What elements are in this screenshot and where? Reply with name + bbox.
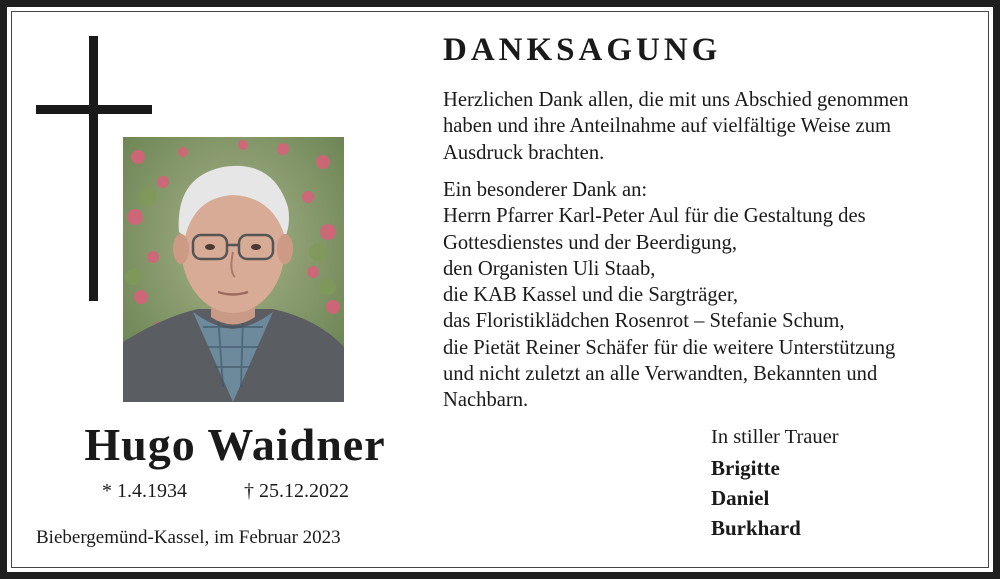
- thanks-line: Herzlichen Dank allen, die mit uns Abschied genommen: [443, 89, 909, 111]
- thanks-line: haben und ihre Anteilnahme auf vielfältige Weise zum: [443, 115, 892, 138]
- cross-horizontal-bar: [36, 105, 152, 114]
- special-thanks-line: Ein besonderer Dank an:: [443, 179, 648, 201]
- special-thanks-line: Herrn Pfarrer Karl-Peter Aul für die Gestaltung des: [443, 205, 866, 228]
- deceased-name: Hugo Waidner: [84, 419, 386, 470]
- cross-vertical-bar: [89, 36, 98, 301]
- special-thanks-line: den Organisten Uli Staab,: [443, 257, 656, 280]
- special-thanks-paragraph: [443, 177, 973, 414]
- birth-date: * 1.4.1934: [102, 480, 187, 502]
- mourner-name: Burkhard: [711, 516, 801, 540]
- special-thanks-line: die KAB Kassel und die Sargträger,: [443, 284, 739, 307]
- thanks-line: Ausdruck brachten.: [443, 141, 605, 164]
- mourning-label: In stiller Trauer: [711, 426, 839, 448]
- special-thanks-line: Gottesdienstes und der Beerdigung,: [443, 231, 737, 254]
- mourner-name: Brigitte: [711, 456, 780, 480]
- mourner-name: Daniel: [711, 486, 770, 510]
- portrait-illustration: [123, 137, 344, 402]
- special-thanks-line: und nicht zuletzt an alle Verwandten, Bekannten und: [443, 363, 878, 386]
- special-thanks-line: die Pietät Reiner Schäfer für die weitere Unterstützung: [443, 336, 896, 359]
- special-thanks-line: Nachbarn.: [443, 389, 529, 412]
- special-thanks-line: das Floristiklädchen Rosenrot – Stefanie Schum,: [443, 310, 845, 333]
- thanks-paragraph: [443, 87, 973, 166]
- heading: DANKSAGUNG: [443, 32, 722, 68]
- place-and-date: Biebergemünd-Kassel, im Februar 2023: [36, 527, 341, 548]
- portrait-photo: [123, 137, 344, 402]
- death-date: † 25.12.2022: [244, 480, 349, 502]
